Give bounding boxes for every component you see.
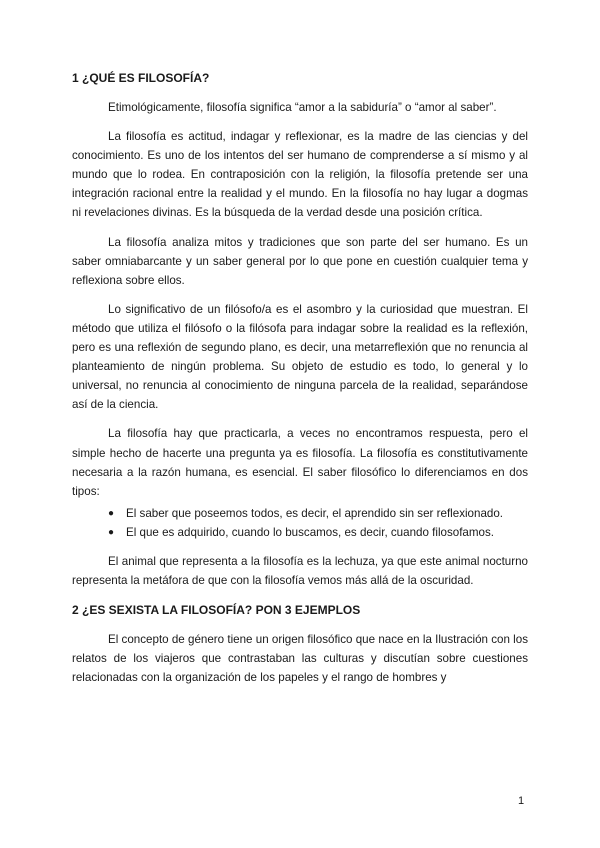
bullet-icon: ● [108, 507, 115, 519]
paragraph-myths: La filosofía analiza mitos y tradiciones que son parte del ser humano. Es un saber omniabarcante y un saber general por lo que pone en cuestión cualquier tema y reflexiona sobre ellos. [72, 235, 528, 287]
paragraph-method: Lo significativo de un filósofo/a es el asombro y la curiosidad que muestran. El método que utiliza el filósofo o la filósofa para indagar sobre la realidad es la reflexión, pero es una reflexión de segundo plano, es decir, una metarreflexión que no renuncia al planteamiento de ningún problema. Su objeto de estudio es todo, lo general y lo universal, no renuncia al conocimiento de ninguna parcela de la realidad, separándose así de la ciencia. [72, 302, 528, 412]
paragraph-gender: El concepto de género tiene un origen filosófico que nace en la Ilustración con los relatos de los viajeros que contrastaban las culturas y discutían sobre cuestiones relacionadas con la organización de los papeles y el rango de hombres y [72, 633, 528, 685]
section-2-heading: 2 ¿ES SEXISTA LA FILOSOFÍA? PON 3 EJEMPLOS [72, 603, 361, 618]
list-item-text: El saber que poseemos todos, es decir, el aprendido sin ser reflexionado. [126, 506, 504, 520]
paragraph-definition: La filosofía es actitud, indagar y reflexionar, es la madre de las ciencias y del conocimiento. Es uno de los intentos del ser humano de comprenderse a sí mismo y al mundo que lo rodea. En contraposición con la religión, la filosofía pretende ser una integración racional entre la realidad y el mundo. En la filosofía no hay lugar a dogmas ni revelaciones divinas. Es la búsqueda de la verdad desde una posición crítica. [72, 130, 528, 220]
knowledge-types-list [72, 504, 528, 542]
page-number: 1 [518, 795, 525, 807]
list-item [108, 504, 528, 523]
section-1-heading: 1 ¿QUÉ ES FILOSOFÍA? [72, 71, 210, 85]
document-page [72, 68, 528, 687]
bullet-icon: ● [108, 526, 115, 538]
list-item [108, 523, 528, 542]
paragraph-practice: La filosofía hay que practicarla, a veces no encontramos respuesta, pero el simple hecho de hacerte una pregunta ya es filosofía. La filosofía es constitutivamente necesaria a la razón humana, es esencial. El saber filosófico lo diferenciamos en dos tipos: [72, 427, 528, 498]
paragraph-etymology: Etimológicamente, filosofía significa “amor a la sabiduría” o “amor al saber”. [108, 101, 497, 114]
list-item-text: El que es adquirido, cuando lo buscamos, es decir, cuando filosofamos. [126, 525, 494, 539]
paragraph-owl: El animal que representa a la filosofía es la lechuza, ya que este animal nocturno representa la metáfora de que con la filosofía vemos más allá de la oscuridad. [72, 554, 528, 588]
